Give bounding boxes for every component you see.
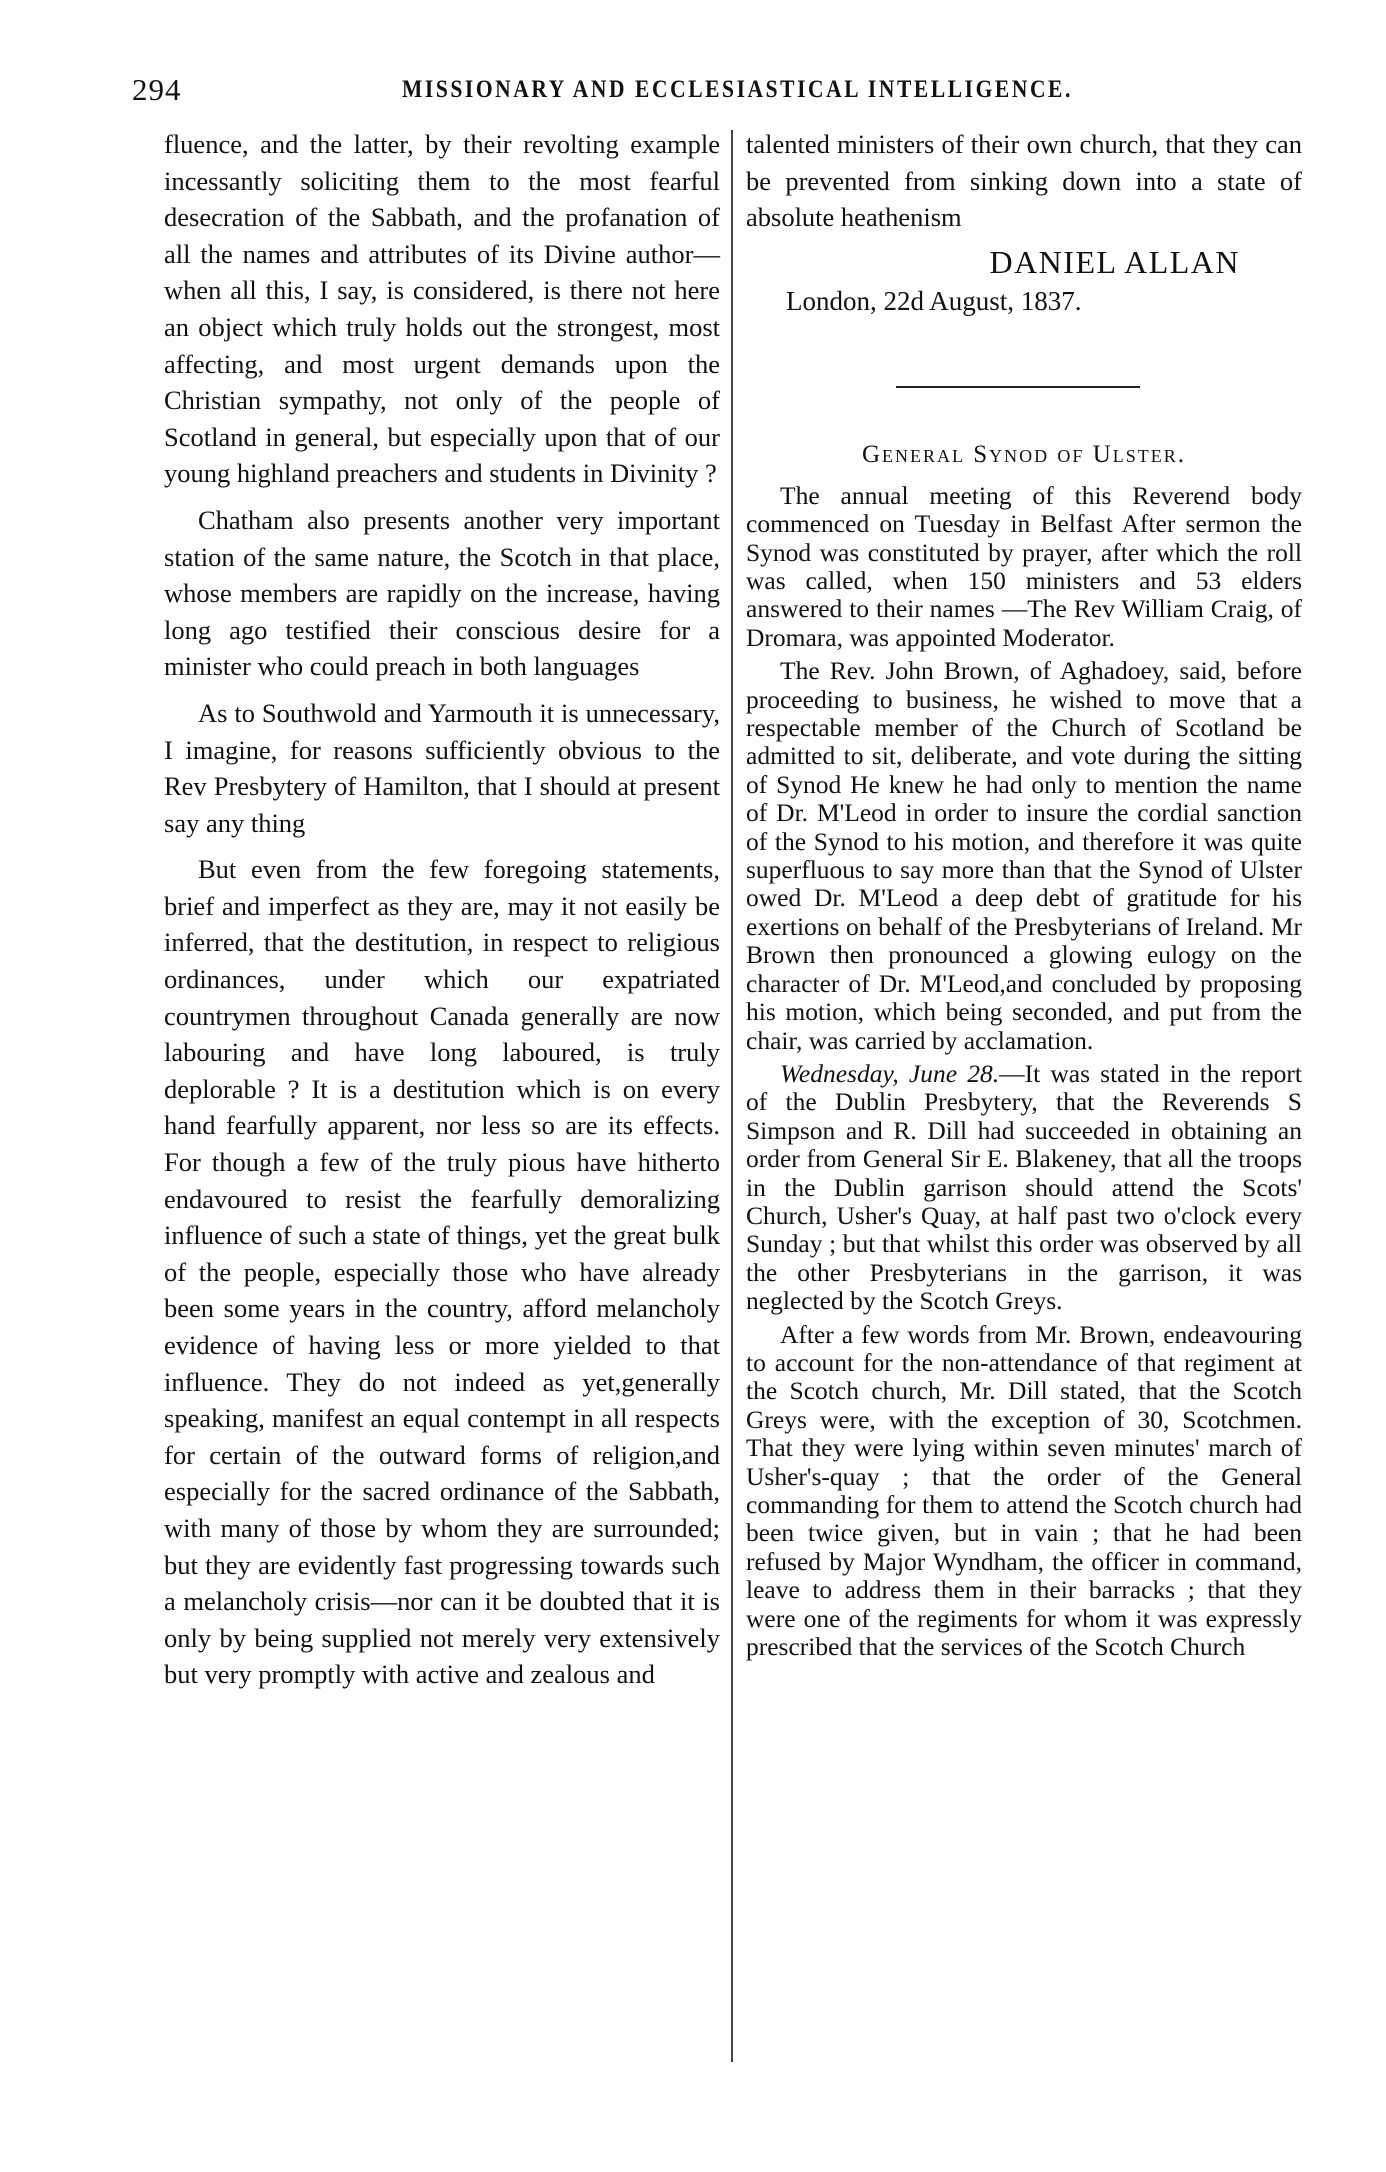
section-rule	[896, 386, 1140, 388]
right-paragraph-5: After a few words from Mr. Brown, endeavouring to account for the non-attendance of that regiment at the Scotch church, Mr. Dill stated, that the Scotch Greys were, with the exception of 30, Scotchmen. That they were lying within seven minutes' march of Usher's-quay ; that the order of the General commanding for them to attend the Scotch church had been twice given, but in vain ; that he had been refused by Major Wyndham, the officer in command, leave to address them in their barracks ; that they were one of the regiments for whom it was expressly prescribed that the services of the Scotch Church	[746, 1319, 1302, 1662]
running-title: MISSIONARY AND ECCLESIASTICAL INTELLIGENCE.	[402, 76, 1073, 103]
right-paragraph-3: The Rev. John Brown, of Aghadoey, said, before proceeding to business, he wished to move that a respectable member of the Church of Scotland be admitted to sit, deliberate, and vote during the sitting of Synod He knew he had only to mention the name of Dr. M'Leod in order to insure the cordial sanction of the Synod to his motion, and therefore it was quite superfluous to say more than that the Synod of Ulster owed Dr. M'Leod a deep debt of gratitude for his exertions on behalf of the Presbyterians of Ireland. Mr Brown then pronounced a glowing eulogy on the character of Dr. M'Leod,and concluded by proposing his motion, which being seconded, and put from the chair, was carried by acclamation.	[746, 656, 1302, 1055]
left-column	[164, 126, 720, 1693]
left-paragraph-3: As to Southwold and Yarmouth it is unnecessary, I imagine, for reasons sufficiently obvious to the Rev Presbytery of Hamilton, that I should at present say any thing	[164, 697, 720, 838]
right-paragraph-2: The annual meeting of this Reverend body commenced on Tuesday in Belfast After sermon the Synod was constituted by prayer, after which the roll was called, when 150 ministers and 53 elders answered to their names —The Rev William Craig, of Dromara, was appointed Moderator.	[746, 480, 1302, 652]
running-head	[132, 72, 1254, 116]
left-paragraph-1: fluence, and the latter, by their revolting example incessantly soliciting them to the most fearful desecration of the Sabbath, and the profanation of all the names and attributes of its Divine author—when all this, I say, is considered, is there not here an object which truly holds out the strongest, most affecting, and most urgent demands upon the Christian sympathy, not only of the people of Scotland in general, but especially upon that of our young highland preachers and students in Divinity ?	[164, 129, 720, 489]
left-paragraph-2: Chatham also presents another very important station of the same nature, the Scotch in that place, whose members are rapidly on the increase, having long ago testified their conscious desire for a minister who could preach in both languages	[164, 504, 720, 682]
right-paragraph-1: talented ministers of their own church, that they can be prevented from sinking down into a state of absolute heathenism	[746, 129, 1302, 233]
right-paragraph-4-text: —It was stated in the report of the Dublin Presbytery, that the Reverends S Simpson and R. Dill had succeeded in obtaining an order from General Sir E. Blakeney, that all the troops in the Dublin garrison should attend the Scots' Church, Usher's Quay, at half past two o'clock every Sunday ; but that whilst this order was observed by all the other Presbyterians in the garrison, it was neglected by the Scotch Greys.	[746, 1058, 1302, 1316]
letter-signature: DANIEL ALLAN	[989, 243, 1240, 280]
page-number: 294	[132, 72, 182, 107]
left-paragraph-4: But even from the few foregoing statements, brief and imperfect as they are, may it not easily be inferred, that the destitution, in respect to religious ordinances, under which our expatriated countrymen throughout Canada generally are now labouring and have long laboured, is truly deplorable ? It is a destitution which is on every hand fearfully apparent, nor less so are its effects. For though a few of the truly pious have hitherto endavoured to resist the fearfully demoralizing influence of such a state of things, yet the great bulk of the people, especially those who have already been some years in the country, afford melancholy evidence of having less or more yielded to that influence. They do not indeed as yet,generally speaking, manifest an equal contempt in all respects for certain of the outward forms of religion,and especially for the sacred ordinance of the Sabbath, with many of those by whom they are surrounded; but they are evidently fast progressing towards such a melancholy crisis—nor can it be doubted that it is only by being supplied not merely very extensively but very promptly with active and zealous and	[164, 854, 720, 1690]
column-divider	[731, 130, 733, 2062]
right-column	[746, 126, 1302, 1661]
letter-dateline: London, 22d August, 1837.	[786, 285, 1082, 316]
date-lead: Wednesday, June 28.	[780, 1058, 1000, 1088]
section-heading: General Synod of Ulster.	[861, 440, 1186, 468]
right-paragraph-4	[746, 1060, 1302, 1316]
